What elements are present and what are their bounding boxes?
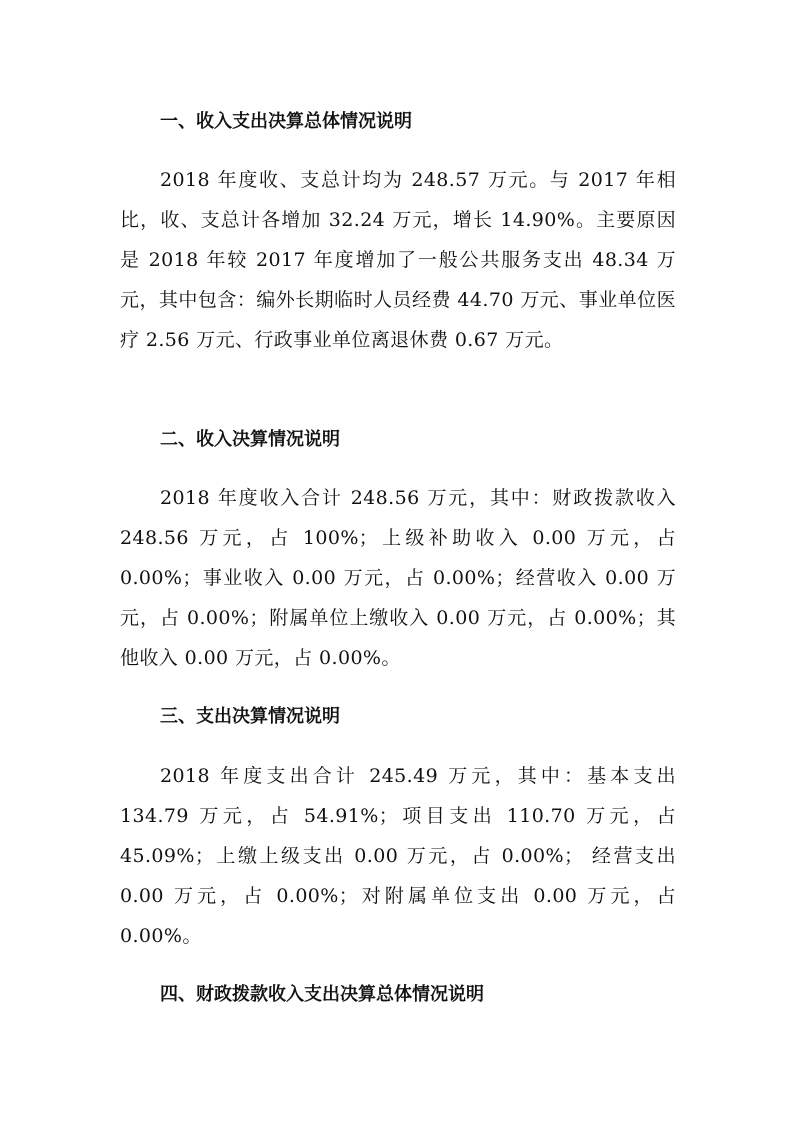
section-heading-1: 一、收入支出决算总体情况说明 [160, 111, 412, 132]
section-paragraph-3: 2018 年度支出合计 245.49 万元，其中：基本支出 134.79 万元，占 54.91%；项目支出 110.70 万元，占 45.09%；上缴上级支出 0.00 万元，占 0.00%； 经营支出 0.00 万元，占 0.00%；对附属单位支出 0.00 万元，占 0.00%。 [120, 765, 676, 947]
section-paragraph-1: 2018 年度收、支总计均为 248.57 万元。与 2017 年相比，收、支总计各增加 32.24 万元，增长 14.90%。主要原因是 2018 年较 2017 年度增加了一般公共服务支出 48.34 万元，其中包含：编外长期临时人员经费 44.70 万元、事业单位医疗 2.56 万元、行政事业单位离退休费 0.67 万元。 [120, 169, 676, 351]
section-heading-2: 二、收入决算情况说明 [160, 429, 340, 450]
section-paragraph-2: 2018 年度收入合计 248.56 万元，其中：财政拨款收入 248.56 万元，占 100%；上级补助收入 0.00 万元，占 0.00%；事业收入 0.00 万元，占 0.00%；经营收入 0.00 万元，占 0.00%；附属单位上缴收入 0.00 万元，占 0.00%；其他收入 0.00 万元，占 0.00%。 [120, 487, 676, 669]
section-heading-4: 四、财政拨款收入支出决算总体情况说明 [160, 984, 484, 1005]
section-heading-3: 三、支出决算情况说明 [160, 706, 340, 727]
